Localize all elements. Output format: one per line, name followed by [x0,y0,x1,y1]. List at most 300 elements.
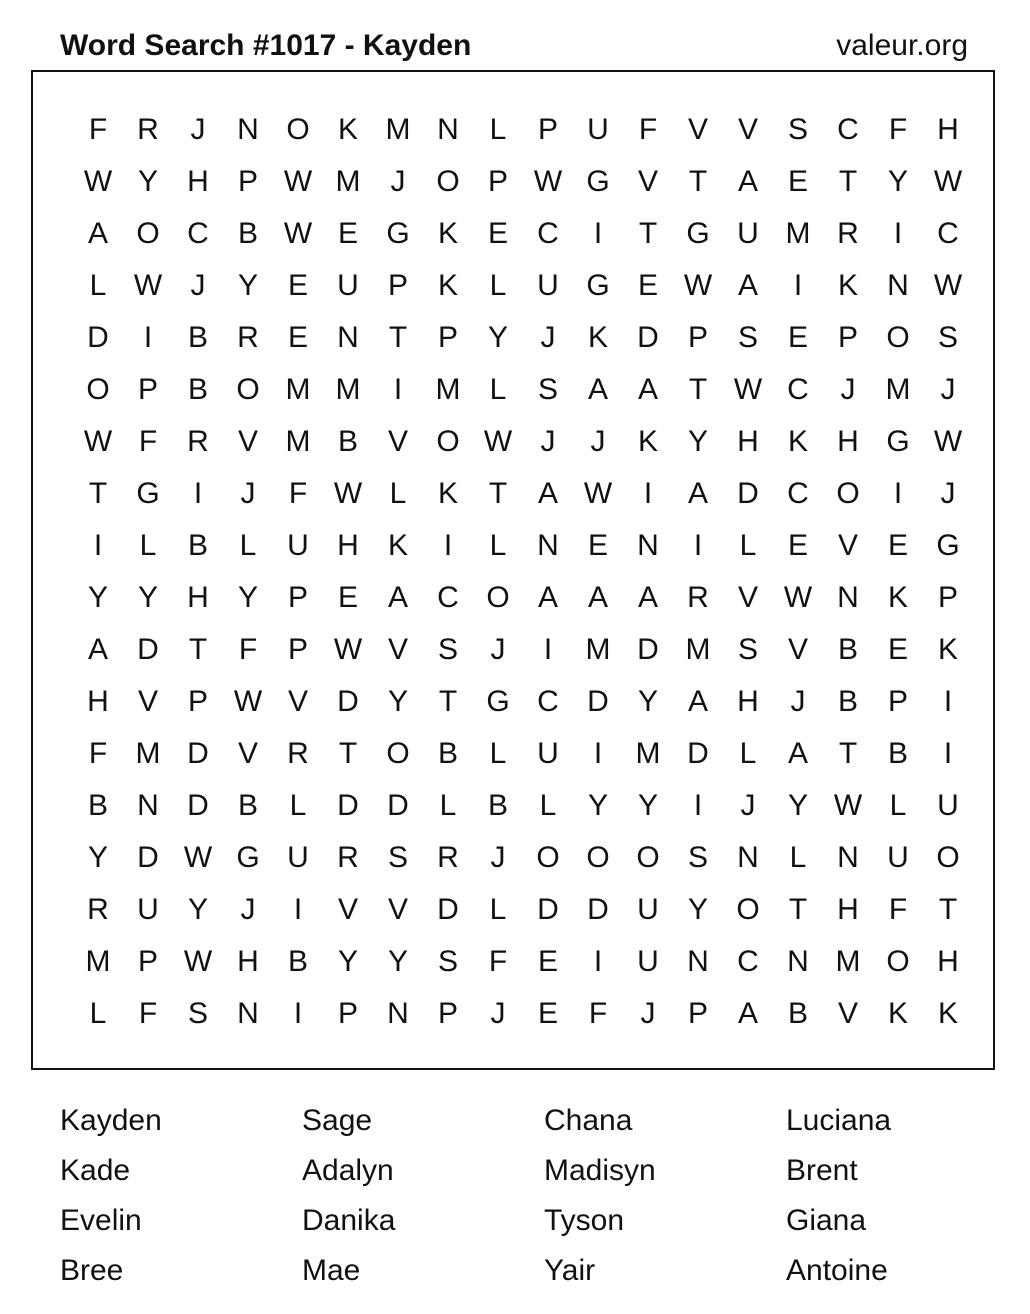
grid-cell[interactable]: D [637,633,659,666]
grid-cell[interactable]: E [537,997,558,1030]
grid-cell[interactable]: D [537,893,559,926]
grid-cell[interactable]: D [137,841,159,874]
grid-cell[interactable]: I [593,217,603,250]
grid-cell[interactable]: E [887,529,908,562]
grid-cell[interactable]: G [136,477,160,510]
grid-cell[interactable]: O [386,737,410,770]
grid-cell[interactable]: L [439,789,457,822]
grid-cell[interactable]: K [587,321,608,354]
grid-cell[interactable]: V [137,685,158,718]
grid-cell[interactable]: E [787,321,808,354]
grid-cell[interactable]: B [837,685,858,718]
grid-cell[interactable]: Y [887,165,908,198]
grid-cell[interactable]: W [283,217,313,250]
grid-cell[interactable]: D [137,633,159,666]
grid-cell[interactable]: U [287,841,309,874]
grid-cell[interactable]: F [888,113,908,146]
grid-cell[interactable]: W [683,269,713,302]
grid-cell[interactable]: C [787,477,809,510]
grid-cell[interactable]: W [183,841,213,874]
grid-cell[interactable]: D [187,789,209,822]
grid-cell[interactable]: L [489,113,507,146]
grid-cell[interactable]: N [137,789,159,822]
grid-cell[interactable]: W [483,425,513,458]
grid-cell[interactable]: S [737,633,758,666]
grid-cell[interactable]: C [837,113,859,146]
grid-cell[interactable]: L [789,841,807,874]
grid-cell[interactable]: J [240,893,256,926]
grid-cell[interactable]: I [543,633,553,666]
grid-cell[interactable]: M [135,737,161,770]
grid-cell[interactable]: S [187,997,208,1030]
grid-cell[interactable]: K [787,425,808,458]
grid-cell[interactable]: U [137,893,159,926]
grid-cell[interactable]: L [489,893,507,926]
grid-cell[interactable]: I [893,477,903,510]
grid-cell[interactable]: W [933,269,963,302]
grid-cell[interactable]: H [187,165,209,198]
grid-cell[interactable]: W [783,581,813,614]
grid-cell[interactable]: R [187,425,209,458]
grid-cell[interactable]: T [488,477,508,510]
grid-cell[interactable]: M [335,373,361,406]
grid-cell[interactable]: U [537,737,559,770]
grid-cell[interactable]: G [236,841,260,874]
grid-cell[interactable]: R [137,113,159,146]
grid-cell[interactable]: V [787,633,808,666]
grid-cell[interactable]: S [437,633,458,666]
grid-cell[interactable]: T [688,373,708,406]
grid-cell[interactable]: J [640,997,656,1030]
grid-cell[interactable]: V [387,425,408,458]
grid-cell[interactable]: H [737,425,759,458]
grid-cell[interactable]: J [540,321,556,354]
grid-cell[interactable]: Y [687,893,708,926]
grid-cell[interactable]: P [287,633,308,666]
grid-cell[interactable]: N [337,321,359,354]
grid-cell[interactable]: M [435,373,461,406]
grid-cell[interactable]: B [337,425,358,458]
grid-cell[interactable]: C [437,581,459,614]
grid-cell[interactable]: L [889,789,907,822]
grid-cell[interactable]: P [337,997,358,1030]
grid-cell[interactable]: G [386,217,410,250]
grid-cell[interactable]: C [787,373,809,406]
grid-cell[interactable]: W [833,789,863,822]
grid-cell[interactable]: S [687,841,708,874]
grid-cell[interactable]: O [836,477,860,510]
grid-cell[interactable]: G [586,269,610,302]
grid-cell[interactable]: A [687,477,708,510]
grid-cell[interactable]: O [436,425,460,458]
grid-cell[interactable]: H [837,425,859,458]
grid-cell[interactable]: T [388,321,408,354]
grid-cell[interactable]: Y [687,425,708,458]
grid-cell[interactable]: N [837,841,859,874]
grid-cell[interactable]: M [385,113,411,146]
grid-cell[interactable]: L [89,997,107,1030]
grid-cell[interactable]: E [637,269,658,302]
grid-cell[interactable]: D [737,477,759,510]
grid-cell[interactable]: N [687,945,709,978]
grid-cell[interactable]: M [885,373,911,406]
grid-cell[interactable]: F [488,945,508,978]
grid-cell[interactable]: V [337,893,358,926]
grid-cell[interactable]: L [539,789,557,822]
grid-cell[interactable]: V [837,997,858,1030]
grid-cell[interactable]: H [937,113,959,146]
grid-cell[interactable]: T [88,477,108,510]
grid-cell[interactable]: C [737,945,759,978]
grid-cell[interactable]: T [838,737,858,770]
grid-cell[interactable]: N [537,529,559,562]
grid-cell[interactable]: I [293,997,303,1030]
grid-cell[interactable]: D [337,789,359,822]
grid-cell[interactable]: J [840,373,856,406]
grid-cell[interactable]: I [793,269,803,302]
grid-cell[interactable]: V [637,165,658,198]
grid-cell[interactable]: Y [387,685,408,718]
grid-cell[interactable]: O [886,321,910,354]
grid-cell[interactable]: D [637,321,659,354]
grid-cell[interactable]: P [187,685,208,718]
grid-cell[interactable]: C [537,685,559,718]
grid-cell[interactable]: L [289,789,307,822]
grid-cell[interactable]: C [187,217,209,250]
grid-cell[interactable]: W [333,633,363,666]
grid-cell[interactable]: W [233,685,263,718]
grid-cell[interactable]: Y [237,581,258,614]
grid-cell[interactable]: P [887,685,908,718]
grid-cell[interactable]: V [387,893,408,926]
grid-cell[interactable]: J [940,373,956,406]
grid-cell[interactable]: M [585,633,611,666]
grid-cell[interactable]: T [638,217,658,250]
grid-cell[interactable]: B [437,737,458,770]
grid-cell[interactable]: M [785,217,811,250]
grid-cell[interactable]: N [237,997,259,1030]
grid-cell[interactable]: V [737,113,758,146]
grid-cell[interactable]: A [687,685,708,718]
grid-cell[interactable]: M [285,425,311,458]
grid-cell[interactable]: Y [587,789,608,822]
grid-cell[interactable]: H [737,685,759,718]
grid-cell[interactable]: O [486,581,510,614]
grid-cell[interactable]: O [586,841,610,874]
grid-cell[interactable]: U [937,789,959,822]
grid-cell[interactable]: N [637,529,659,562]
grid-cell[interactable]: S [537,373,558,406]
grid-cell[interactable]: B [187,529,208,562]
grid-cell[interactable]: O [736,893,760,926]
grid-cell[interactable]: G [486,685,510,718]
grid-cell[interactable]: Y [137,581,158,614]
grid-cell[interactable]: B [187,373,208,406]
grid-cell[interactable]: I [693,789,703,822]
grid-cell[interactable]: W [333,477,363,510]
grid-cell[interactable]: K [887,581,908,614]
grid-cell[interactable]: M [685,633,711,666]
grid-cell[interactable]: Y [487,321,508,354]
grid-cell[interactable]: I [593,945,603,978]
grid-cell[interactable]: V [287,685,308,718]
grid-cell[interactable]: N [387,997,409,1030]
grid-cell[interactable]: Y [137,165,158,198]
grid-cell[interactable]: B [87,789,108,822]
grid-cell[interactable]: O [536,841,560,874]
grid-cell[interactable]: I [893,217,903,250]
grid-cell[interactable]: L [489,529,507,562]
grid-cell[interactable]: B [837,633,858,666]
grid-cell[interactable]: I [443,529,453,562]
grid-cell[interactable]: I [193,477,203,510]
grid-cell[interactable]: R [437,841,459,874]
grid-cell[interactable]: O [636,841,660,874]
grid-cell[interactable]: J [490,997,506,1030]
grid-cell[interactable]: A [637,581,658,614]
grid-cell[interactable]: L [739,737,757,770]
grid-cell[interactable]: I [293,893,303,926]
grid-cell[interactable]: A [737,165,758,198]
grid-cell[interactable]: A [87,633,108,666]
grid-cell[interactable]: R [287,737,309,770]
grid-cell[interactable]: O [86,373,110,406]
grid-cell[interactable]: B [237,217,258,250]
grid-cell[interactable]: L [389,477,407,510]
grid-cell[interactable]: U [637,945,659,978]
grid-cell[interactable]: G [586,165,610,198]
grid-cell[interactable]: T [188,633,208,666]
grid-cell[interactable]: D [437,893,459,926]
grid-cell[interactable]: D [587,685,609,718]
grid-cell[interactable]: C [537,217,559,250]
grid-cell[interactable]: P [437,321,458,354]
grid-cell[interactable]: K [387,529,408,562]
grid-cell[interactable]: J [190,269,206,302]
grid-cell[interactable]: T [688,165,708,198]
grid-cell[interactable]: Y [637,789,658,822]
grid-cell[interactable]: A [587,373,608,406]
grid-cell[interactable]: F [288,477,308,510]
grid-cell[interactable]: N [237,113,259,146]
grid-cell[interactable]: Y [87,581,108,614]
grid-cell[interactable]: L [239,529,257,562]
grid-cell[interactable]: G [936,529,960,562]
grid-cell[interactable]: D [387,789,409,822]
grid-cell[interactable]: L [489,269,507,302]
grid-cell[interactable]: E [787,529,808,562]
grid-cell[interactable]: O [236,373,260,406]
grid-cell[interactable]: U [537,269,559,302]
grid-cell[interactable]: E [587,529,608,562]
grid-cell[interactable]: N [437,113,459,146]
grid-cell[interactable]: K [937,997,958,1030]
grid-cell[interactable]: J [390,165,406,198]
grid-cell[interactable]: L [89,269,107,302]
grid-cell[interactable]: S [437,945,458,978]
grid-cell[interactable]: G [686,217,710,250]
grid-cell[interactable]: E [537,945,558,978]
grid-cell[interactable]: J [940,477,956,510]
grid-cell[interactable]: O [886,945,910,978]
grid-cell[interactable]: Y [387,945,408,978]
grid-cell[interactable]: W [83,165,113,198]
grid-cell[interactable]: I [643,477,653,510]
grid-cell[interactable]: F [88,113,108,146]
grid-cell[interactable]: H [837,893,859,926]
grid-cell[interactable]: M [635,737,661,770]
grid-cell[interactable]: P [537,113,558,146]
grid-cell[interactable]: S [387,841,408,874]
grid-cell[interactable]: A [387,581,408,614]
grid-cell[interactable]: K [437,269,458,302]
grid-cell[interactable]: V [687,113,708,146]
grid-cell[interactable]: B [287,945,308,978]
grid-cell[interactable]: K [437,217,458,250]
grid-cell[interactable]: P [937,581,958,614]
grid-cell[interactable]: D [587,893,609,926]
grid-cell[interactable]: R [237,321,259,354]
grid-cell[interactable]: E [887,633,908,666]
grid-cell[interactable]: B [187,321,208,354]
grid-cell[interactable]: V [387,633,408,666]
grid-cell[interactable]: B [487,789,508,822]
grid-cell[interactable]: H [937,945,959,978]
grid-cell[interactable]: N [787,945,809,978]
grid-cell[interactable]: E [787,165,808,198]
grid-cell[interactable]: I [693,529,703,562]
grid-cell[interactable]: U [587,113,609,146]
grid-cell[interactable]: G [886,425,910,458]
grid-cell[interactable]: E [337,581,358,614]
grid-cell[interactable]: M [335,165,361,198]
grid-cell[interactable]: J [540,425,556,458]
grid-cell[interactable]: E [287,269,308,302]
grid-cell[interactable]: L [139,529,157,562]
grid-cell[interactable]: V [237,737,258,770]
grid-cell[interactable]: A [537,477,558,510]
grid-cell[interactable]: A [787,737,808,770]
grid-cell[interactable]: R [837,217,859,250]
grid-cell[interactable]: E [287,321,308,354]
grid-cell[interactable]: L [489,373,507,406]
grid-cell[interactable]: J [740,789,756,822]
grid-cell[interactable]: R [87,893,109,926]
grid-cell[interactable]: O [136,217,160,250]
grid-cell[interactable]: Y [237,269,258,302]
grid-cell[interactable]: S [737,321,758,354]
grid-cell[interactable]: R [687,581,709,614]
grid-cell[interactable]: F [88,737,108,770]
grid-cell[interactable]: P [287,581,308,614]
grid-cell[interactable]: R [337,841,359,874]
grid-cell[interactable]: S [787,113,808,146]
grid-cell[interactable]: K [937,633,958,666]
grid-cell[interactable]: I [943,737,953,770]
grid-cell[interactable]: L [739,529,757,562]
grid-cell[interactable]: N [887,269,909,302]
grid-cell[interactable]: N [837,581,859,614]
grid-cell[interactable]: F [588,997,608,1030]
grid-cell[interactable]: P [437,997,458,1030]
grid-cell[interactable]: E [487,217,508,250]
grid-cell[interactable]: K [437,477,458,510]
grid-cell[interactable]: U [287,529,309,562]
grid-cell[interactable]: W [583,477,613,510]
grid-cell[interactable]: F [238,633,258,666]
grid-cell[interactable]: J [490,841,506,874]
grid-cell[interactable]: Y [87,841,108,874]
grid-cell[interactable]: K [837,269,858,302]
grid-cell[interactable]: F [138,425,158,458]
grid-cell[interactable]: U [337,269,359,302]
grid-cell[interactable]: A [537,581,558,614]
grid-cell[interactable]: I [593,737,603,770]
grid-cell[interactable]: J [240,477,256,510]
grid-cell[interactable]: K [337,113,358,146]
grid-cell[interactable]: D [337,685,359,718]
grid-cell[interactable]: I [943,685,953,718]
grid-cell[interactable]: P [237,165,258,198]
grid-cell[interactable]: L [489,737,507,770]
grid-cell[interactable]: A [637,373,658,406]
grid-cell[interactable]: J [490,633,506,666]
grid-cell[interactable]: P [687,321,708,354]
grid-cell[interactable]: M [835,945,861,978]
grid-cell[interactable]: K [887,997,908,1030]
grid-cell[interactable]: J [190,113,206,146]
grid-cell[interactable]: O [936,841,960,874]
grid-cell[interactable]: W [533,165,563,198]
grid-cell[interactable]: A [737,269,758,302]
grid-cell[interactable]: I [143,321,153,354]
grid-cell[interactable]: B [237,789,258,822]
grid-cell[interactable]: V [237,425,258,458]
grid-cell[interactable]: H [87,685,109,718]
grid-cell[interactable]: U [637,893,659,926]
grid-cell[interactable]: A [587,581,608,614]
grid-cell[interactable]: K [637,425,658,458]
grid-cell[interactable]: W [83,425,113,458]
grid-cell[interactable]: I [93,529,103,562]
grid-cell[interactable]: C [937,217,959,250]
grid-cell[interactable]: Y [637,685,658,718]
grid-cell[interactable]: E [337,217,358,250]
grid-cell[interactable]: P [387,269,408,302]
grid-cell[interactable]: P [487,165,508,198]
grid-cell[interactable]: J [590,425,606,458]
grid-cell[interactable]: H [187,581,209,614]
grid-cell[interactable]: T [938,893,958,926]
grid-cell[interactable]: D [687,737,709,770]
grid-cell[interactable]: U [737,217,759,250]
grid-cell[interactable]: P [137,945,158,978]
grid-cell[interactable]: B [887,737,908,770]
grid-cell[interactable]: N [737,841,759,874]
grid-cell[interactable]: P [137,373,158,406]
grid-cell[interactable]: T [438,685,458,718]
grid-cell[interactable]: W [933,425,963,458]
grid-cell[interactable]: V [737,581,758,614]
grid-cell[interactable]: Y [337,945,358,978]
grid-cell[interactable]: F [638,113,658,146]
grid-cell[interactable]: O [286,113,310,146]
grid-cell[interactable]: Y [787,789,808,822]
grid-cell[interactable]: W [183,945,213,978]
grid-cell[interactable]: T [338,737,358,770]
grid-cell[interactable]: T [838,165,858,198]
grid-cell[interactable]: U [887,841,909,874]
